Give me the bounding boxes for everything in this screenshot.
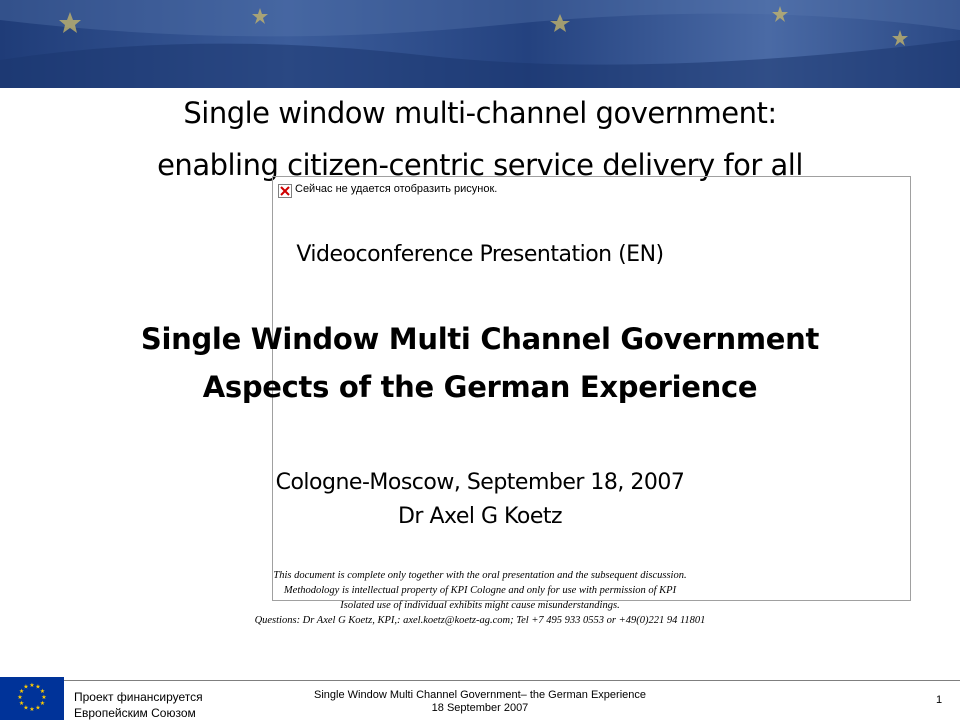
broken-image-message: Сейчас не удается отобразить рисунок.: [295, 183, 498, 195]
location-date: Cologne-Moscow, September 18, 2007: [275, 470, 685, 495]
disclaimer-line: Isolated use of individual exhibits might cause misunderstandings.: [340, 600, 620, 611]
footer-divider: [0, 680, 960, 681]
banner-graphic: [0, 0, 960, 88]
svg-text:★: ★: [35, 704, 41, 712]
svg-text:★: ★: [23, 704, 29, 712]
funding-note-line2: Европейским Союзом: [74, 706, 196, 720]
author-name: Dr Axel G Koetz: [397, 504, 563, 529]
disclaimer-line: Methodology is intellectual property of KPI Cologne and only for use with permission of KPI: [283, 585, 677, 596]
svg-text:★: ★: [39, 688, 46, 695]
page-number: 1: [936, 694, 943, 706]
svg-text:★: ★: [18, 700, 25, 707]
svg-text:★: ★: [17, 694, 23, 701]
broken-image-icon: [278, 184, 292, 198]
presentation-subtitle: Videoconference Presentation (EN): [296, 242, 664, 267]
footer-caption-line2: 18 September 2007: [431, 702, 529, 714]
slide-title-line1: Single window multi-channel government:: [183, 96, 777, 130]
heading-line1: Single Window Multi Channel Government: [140, 322, 820, 356]
svg-text:★: ★: [35, 683, 41, 691]
svg-text:★: ★: [41, 694, 47, 701]
svg-text:★: ★: [23, 683, 29, 691]
heading-line2: Aspects of the German Experience: [202, 370, 758, 404]
svg-text:★: ★: [29, 682, 35, 689]
svg-text:★: ★: [39, 700, 46, 707]
svg-text:★: ★: [18, 688, 25, 695]
footer-caption-line1: Single Window Multi Channel Government– the German Experience: [314, 689, 646, 701]
funding-note-line1: Проект финансируется: [74, 690, 203, 704]
svg-text:★: ★: [29, 706, 35, 713]
disclaimer-line: Questions: Dr Axel G Koetz, KPI,: axel.koetz@koetz-ag.com; Tel +7 495 933 0553 or +49(0)221 94 11801: [254, 615, 706, 626]
slide-title-line2: enabling citizen-centric service delivery for all: [157, 148, 803, 182]
funding-note: [74, 689, 203, 721]
disclaimer-line: This document is complete only together with the oral presentation and the subsequent discussion.: [273, 570, 687, 581]
footer-caption: [240, 689, 720, 715]
eu-flag-logo: [0, 677, 64, 720]
eu-stars-icon: [0, 677, 64, 720]
eu-flag-banner: [0, 0, 960, 88]
